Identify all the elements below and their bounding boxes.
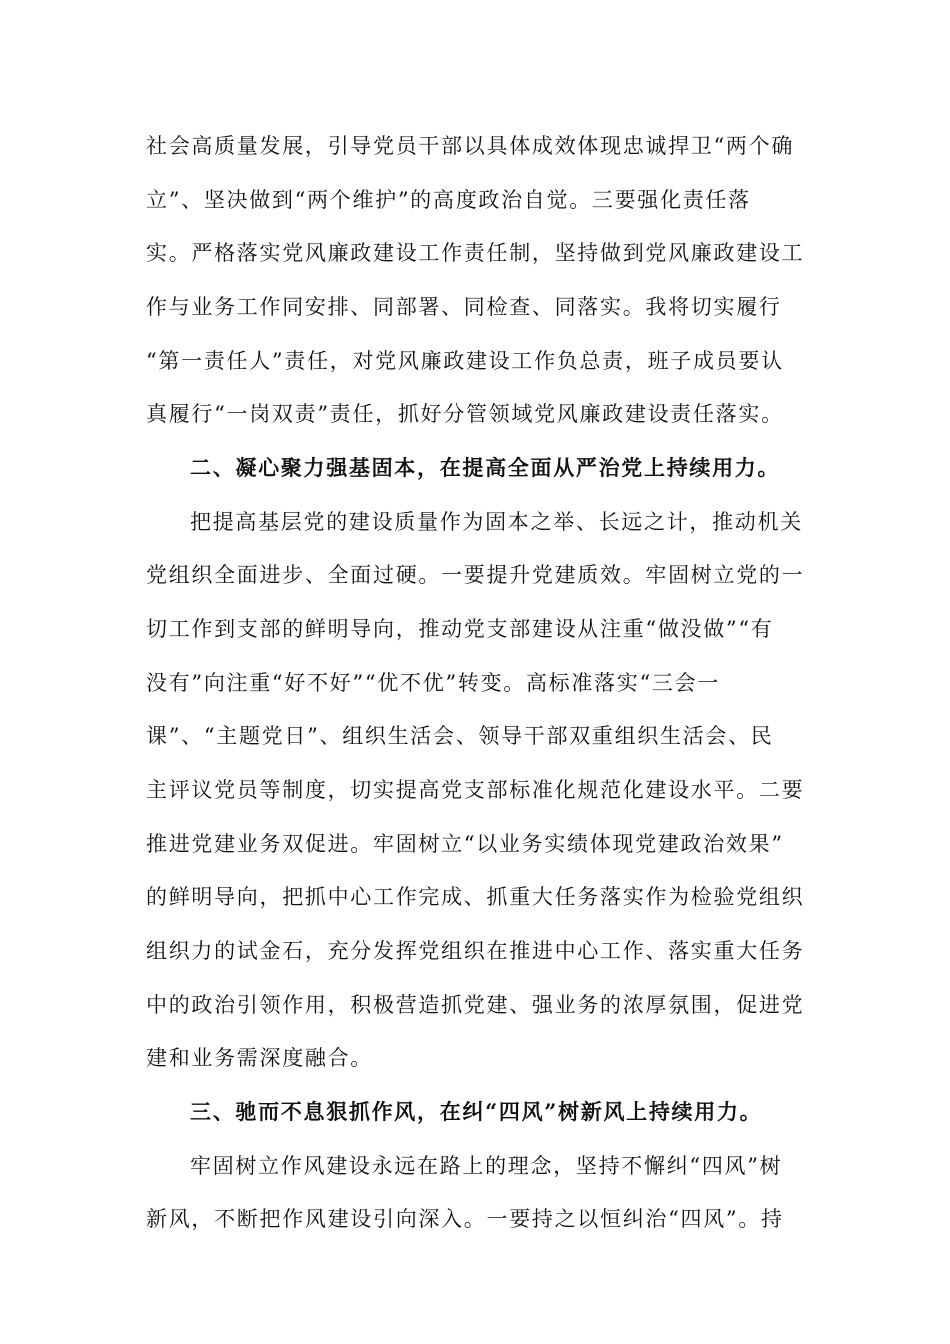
- section-heading: 三、驰而不息狠抓作风，在纠“四风”树新风上持续用力。: [190, 1099, 763, 1124]
- text-line: 新风，不断把作风建设引向深入。一要持之以恒纠治“四风”。持: [146, 1207, 784, 1231]
- text-line: 社会高质量发展，引导党员干部以具体成效体现忠诚捍卫“两个确: [146, 134, 795, 158]
- text-line: 作与业务工作同安排、同部署、同检查、同落实。我将切实履行: [146, 295, 782, 319]
- text-line: 没有”向注重“好不好”“优不优”转变。高标准落实“三会一: [146, 671, 721, 695]
- text-line: 推进党建业务双促进。牢固树立“以业务实绩体现党建政治效果”: [146, 832, 784, 856]
- text-line: 课”、“主题党日”、组织生活会、领导干部双重组织生活会、民: [146, 724, 774, 748]
- text-line: 中的政治引领作用，积极营造抓党建、强业务的浓厚氛围，促进党: [146, 993, 805, 1017]
- text-line: “第一责任人”责任，对党风廉政建设工作负总责，班子成员要认: [146, 349, 784, 373]
- text-line: 切工作到支部的鲜明导向，推动党支部建设从注重“做没做”“有: [146, 617, 774, 641]
- text-line: 的鲜明导向，把抓中心工作完成、抓重大任务落实作为检验党组织: [146, 885, 805, 909]
- text-line: 实。严格落实党风廉政建设工作责任制，坚持做到党风廉政建设工: [146, 241, 805, 265]
- text-line: 建和业务需深度融合。: [146, 1046, 373, 1070]
- section-heading: 二、凝心聚力强基固本，在提高全面从严治党上持续用力。: [190, 455, 781, 480]
- text-line: 牢固树立作风建设永远在路上的理念，坚持不懈纠“四风”树: [190, 1154, 783, 1178]
- text-line: 真履行“一岗双责”责任，抓好分管领域党风廉政建设责任落实。: [146, 402, 784, 426]
- text-line: 党组织全面进步、全面过硬。一要提升党建质效。牢固树立党的一: [146, 563, 805, 587]
- text-line: 把提高基层党的建设质量作为固本之举、长远之计，推动机关: [190, 510, 803, 534]
- text-line: 组织力的试金石，充分发挥党组织在推进中心工作、落实重大任务: [146, 939, 805, 963]
- text-line: 立”、坚决做到“两个维护”的高度政治自觉。三要强化责任落: [146, 188, 751, 212]
- text-line: 主评议党员等制度，切实提高党支部标准化规范化建设水平。二要: [146, 778, 805, 802]
